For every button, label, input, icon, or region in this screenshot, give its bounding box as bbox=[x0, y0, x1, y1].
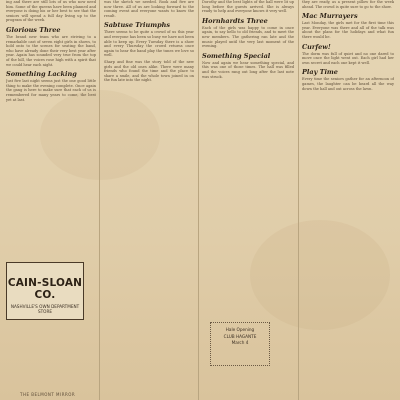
article bbox=[302, 43, 394, 66]
article-heading: Play Time bbox=[302, 68, 338, 77]
notice-line: CLUB HAGANTE bbox=[223, 333, 257, 339]
article-body: Dorothy and the best lights of the hall were lit up long before the guests arrived. She is always ready to help and everyone knows it very well. bbox=[202, 0, 294, 14]
article-heading: Hornhardts Three bbox=[202, 16, 268, 25]
column-rule bbox=[198, 0, 199, 400]
article bbox=[104, 21, 194, 58]
article-body: Last Monday, the girls met for the first time this year. Everyone was there and all of the talk was about the plans for the holidays and what fun there would be. bbox=[302, 21, 394, 39]
article-heading: Curfew! bbox=[302, 42, 331, 51]
article-body: Now and again we hear something special, and this was one of those times. The hall was filled and the voices rang out long after the last note was struck. bbox=[202, 60, 294, 79]
notice-line: Hale Opening bbox=[225, 327, 255, 332]
article-body: Sharp and fine was the story told of the new girls and the old ones alike. There were many friends who found the time and the place to share a smile, and the whole town joined in on the fun late into the night. bbox=[104, 59, 194, 83]
notice-line: March 4 bbox=[231, 340, 249, 345]
article bbox=[6, 70, 96, 102]
column-2 bbox=[104, 0, 194, 400]
ad-tagline: NASHVILLE'S OWN DEPARTMENT STORE bbox=[10, 304, 80, 314]
article bbox=[6, 26, 96, 67]
department-store-ad bbox=[6, 262, 84, 320]
article-body: Each of the girls was happy to come in once again, to say hello to old friends, and to meet the new members. The gathering ran late and the music played until the very last moment of the evening. bbox=[202, 25, 294, 49]
article-heading: Something Special bbox=[202, 51, 271, 60]
column-4 bbox=[302, 0, 394, 400]
article bbox=[6, 0, 96, 23]
article-body: was the sketch we needed. Rook and five are now three. All of us are looking forward to the coming event and everyone wants to know the result. bbox=[104, 0, 194, 18]
article-heading: Glorious Three bbox=[6, 25, 61, 34]
article bbox=[104, 0, 194, 18]
article-body: Every time the seniors gather for an afternoon of games, the laughter can be heard all the way down the hall and out across the lawn. bbox=[302, 77, 394, 91]
event-notice-box bbox=[210, 322, 270, 366]
article-heading: Mac Murrayers bbox=[302, 12, 358, 21]
article-heading: Sabtuse Triumphs bbox=[104, 21, 171, 30]
column-rule bbox=[99, 0, 100, 400]
article bbox=[202, 17, 294, 49]
article-body: There seems to be quite a crowd of us this year and everyone has been so busy we have not been able to keep up. Every Tuesday there is a show and every Thursday the crowd returns once again to hear the band play the tunes we love so well. bbox=[104, 30, 194, 58]
article bbox=[302, 0, 394, 9]
article bbox=[104, 60, 194, 83]
column-rule bbox=[298, 0, 299, 400]
page-footer: THE BELMONT MIRROR bbox=[20, 392, 76, 397]
article bbox=[202, 52, 294, 79]
article-body: they are ready, as a present pillow for the week ahead. The crowd is quite sure to go to the show. bbox=[302, 0, 394, 9]
column-1 bbox=[6, 0, 96, 400]
article-body: The brand new team who are striving to a remarkable cast of seven eight girls in shows, to hold onto to the scenes for seating the band, who have already done their very best year after year. Again has sounded very true from the top of the hill, the voices rose high with a spirit that we could hear each night. bbox=[6, 34, 96, 67]
article bbox=[302, 12, 394, 39]
article bbox=[202, 0, 294, 14]
ad-store-name: CAIN-SLOAN CO. bbox=[7, 277, 83, 301]
article-body: The dorm was full of quiet and no one dared to move once the light went out. Each girl had her own secret and each one kept it well. bbox=[302, 51, 394, 65]
article-body: Just five last night seems just the one good little thing to make the evening complete. Once again the gang is here to make sure that each of us is remembered for many years to come, the best yet at last. bbox=[6, 79, 96, 102]
article-body: ing and there are still lots of us who now need him. Some of the queens have been planned and everyone is doing his or her best to see that the seniors will spend a full day living up to the program of the week. bbox=[6, 0, 96, 23]
article bbox=[302, 68, 394, 91]
article-heading: Something Lacking bbox=[6, 70, 77, 79]
